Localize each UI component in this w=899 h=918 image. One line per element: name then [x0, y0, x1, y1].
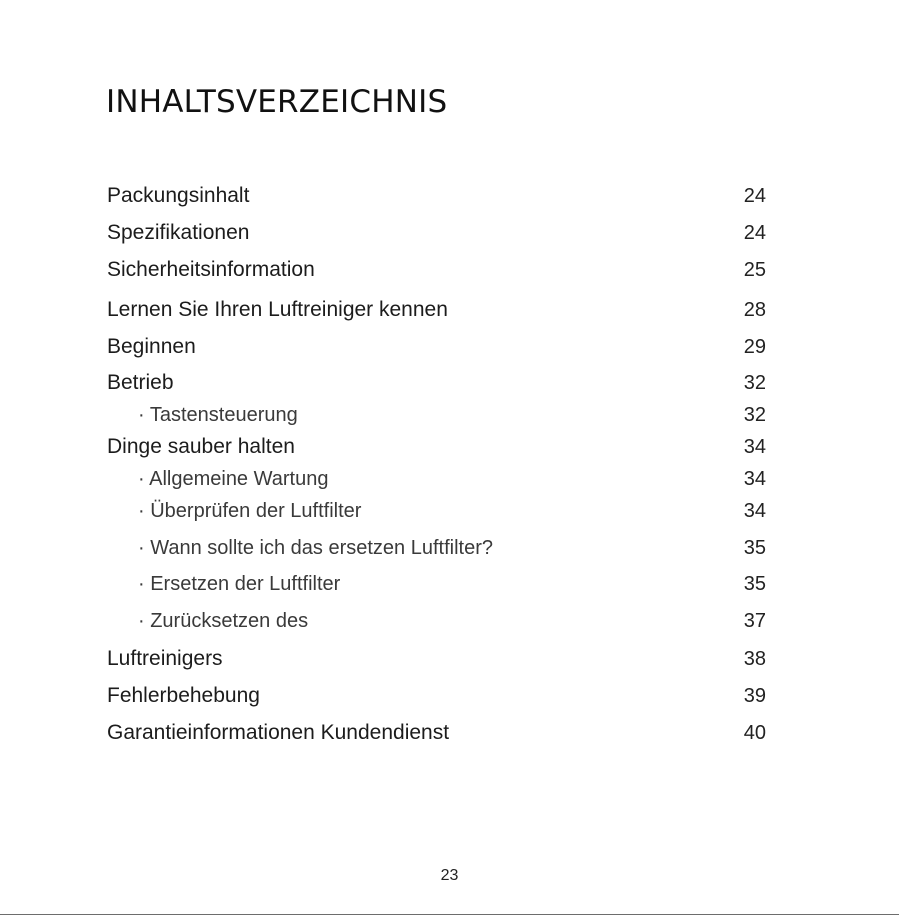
- toc-subentry-allgemeine-wartung[interactable]: [107, 468, 766, 491]
- toc-entry-beginnen[interactable]: [107, 335, 766, 359]
- toc-subentry-ueberpruefen[interactable]: [107, 500, 766, 523]
- toc-entry-label: Garantieinformationen Kundendienst: [107, 721, 450, 744]
- toc-entry-label: · Überprüfen der Luftfilter: [138, 500, 362, 522]
- toc-entry-label: Betrieb: [107, 371, 174, 394]
- toc-entry-label: Spezifikationen: [107, 221, 250, 244]
- toc-entry-page: 34: [743, 500, 766, 522]
- toc-subentry-zuruecksetzen[interactable]: [107, 610, 766, 633]
- toc-entry-label: · Wann sollte ich das ersetzen Luftfilter?: [138, 537, 493, 559]
- toc-entry-label: · Allgemeine Wartung: [138, 468, 329, 490]
- page-number: 23: [440, 867, 459, 884]
- toc-entry-page: 24: [743, 222, 766, 244]
- toc-entry-page: 28: [743, 299, 766, 321]
- toc-entry-page: 37: [743, 610, 766, 632]
- toc-entry-label: Packungsinhalt: [107, 184, 250, 207]
- toc-entry-page: 29: [743, 336, 766, 358]
- toc-entry-page: 25: [743, 259, 766, 281]
- toc-entry-sicherheitsinformation[interactable]: [107, 258, 766, 282]
- toc-entry-page: 39: [743, 685, 766, 707]
- toc-entry-label: Sicherheitsinformation: [107, 258, 315, 281]
- bottom-divider: [0, 914, 899, 915]
- toc-entry-page: 34: [743, 436, 766, 458]
- toc-entry-page: 35: [743, 537, 766, 559]
- toc-entry-dinge-sauber-halten[interactable]: [107, 435, 766, 459]
- toc-entry-label: Beginnen: [107, 335, 196, 358]
- toc-entry-packungsinhalt[interactable]: [107, 184, 766, 208]
- toc-entry-label: · Ersetzen der Luftfilter: [138, 573, 341, 595]
- toc-entry-page: 32: [743, 372, 766, 394]
- toc-entry-lernen-sie[interactable]: [107, 298, 766, 322]
- toc-entry-label: Fehlerbehebung: [107, 684, 260, 707]
- toc-entry-label: Luftreinigers: [107, 647, 223, 670]
- toc-subentry-wann-ersetzen[interactable]: [107, 537, 766, 560]
- toc-subentry-tastensteuerung[interactable]: [107, 404, 766, 427]
- toc-entry-page: 40: [743, 722, 766, 744]
- toc-subentry-ersetzen[interactable]: [107, 573, 766, 596]
- toc-entry-garantieinformationen[interactable]: [107, 721, 766, 745]
- toc-entry-page: 32: [743, 404, 766, 426]
- toc-entry-page: 35: [743, 573, 766, 595]
- page-title: INHALTSVERZEICHNIS: [106, 84, 448, 120]
- toc-entry-spezifikationen[interactable]: [107, 221, 766, 245]
- toc-entry-label: Lernen Sie Ihren Luftreiniger kennen: [107, 298, 448, 321]
- toc-entry-betrieb[interactable]: [107, 371, 766, 395]
- toc-entry-label: · Zurücksetzen des: [138, 610, 309, 632]
- toc-entry-fehlerbehebung[interactable]: [107, 684, 766, 708]
- toc-entry-label: · Tastensteuerung: [138, 404, 298, 426]
- toc-entry-label: Dinge sauber halten: [107, 435, 295, 458]
- toc-entry-luftreinigers[interactable]: [107, 647, 766, 671]
- toc-entry-page: 38: [743, 648, 766, 670]
- toc-entry-page: 34: [743, 468, 766, 490]
- toc-entry-page: 24: [743, 185, 766, 207]
